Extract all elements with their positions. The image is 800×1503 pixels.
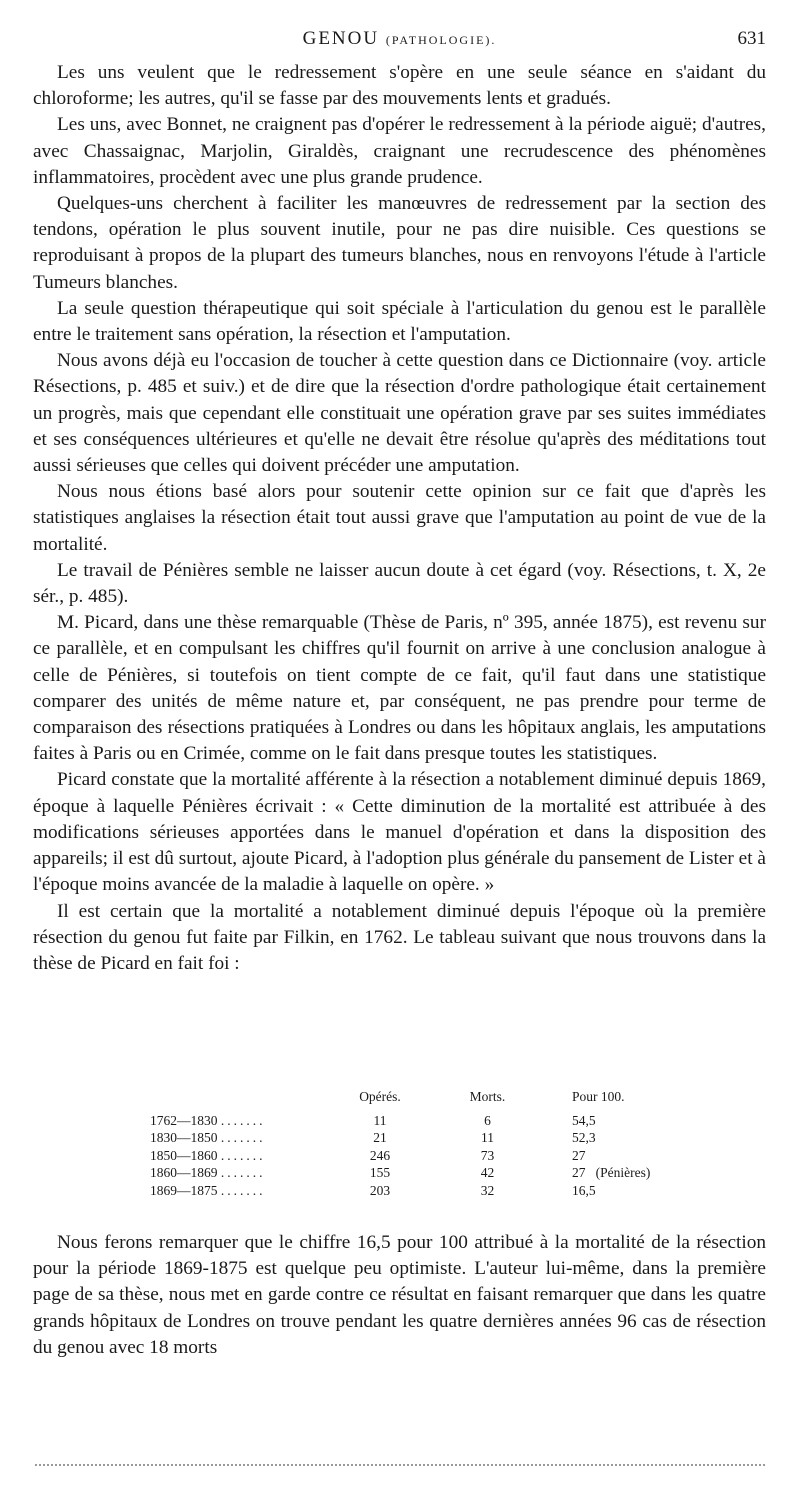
row-period: 1850—1860 xyxy=(150,1147,218,1163)
row-operes: 21 xyxy=(373,1130,387,1146)
table-header-row xyxy=(150,1088,710,1112)
paragraph: Nous ferons remarquer que le chiffre 16,5 pour 100 attribué à la mortalité de la résection pour la période 1869-1875 est quelque peu optimiste. L'auteur lui-même, dans la première page de sa thèse, nous met en garde contre ce résultat en faisant remarquer que dans les quatre grands hôpitaux de Londres on trouve pendant les quatre dernières années 96 cas de résection du genou avec 18 morts xyxy=(33,1232,766,1358)
leader-dots: ....... xyxy=(220,1112,266,1128)
row-morts: 32 xyxy=(480,1182,495,1198)
header-operes: Opérés. xyxy=(359,1089,401,1104)
paragraph: Picard constate que la mortalité afférente à la résection a notablement diminué depuis 1869, époque à laquelle Pénières écrivait : « Cette diminution de la mortalité est attribuée à des modifications sérieuses apportées dans le manuel d'opération et dans la disposition des appareils; il est dû surtout, ajoute Picard, à l'adoption plus générale du pansement de Lister et à l'époque moins avancée de la maladie à laquelle on opère. » xyxy=(33,769,766,896)
paragraph: Quelques-uns cherchent à faciliter les manœuvres de redressement par la section des tendons, opération le plus souvent inutile, pour ne pas dire nuisible. Ces questions se reproduisant à propos de la plupart des tumeurs blanches, nous en renvoyons l'étude à l'article Tumeurs blanches. xyxy=(33,193,766,293)
row-note: (Pénières) xyxy=(595,1165,651,1181)
table-row xyxy=(150,1112,710,1130)
page-cut-divider xyxy=(35,1464,765,1468)
paragraph: M. Picard, dans une thèse remarquable (Thèse de Paris, nº 395, année 1875), est revenu sur ce parallèle, et en compulsant les chiffres qu'il fournit on arrive à une conclusion analogue à celle de Pénières, si toutefois on tient compte de ce fait, qu'il faut dans une statistique comparer des unités de même nature et, par conséquent, ne pas prendre pour terme de comparaison des résections pratiquées à Londres ou dans les hôpitaux anglais, les amputations faites à Paris ou en Crimée, comme on le fait dans presque toutes les statistiques. xyxy=(33,612,766,765)
leader-dots: ....... xyxy=(220,1182,266,1198)
table-row xyxy=(150,1129,710,1147)
leader-dots: ....... xyxy=(220,1130,266,1146)
row-period: 1860—1869 xyxy=(150,1165,218,1181)
row-pour100: 54,5 xyxy=(572,1112,596,1128)
leader-dots: ....... xyxy=(220,1165,266,1181)
row-morts: 73 xyxy=(480,1147,495,1163)
mortality-table xyxy=(150,1088,710,1200)
row-pour100: 52,3 xyxy=(572,1130,596,1146)
row-morts: 42 xyxy=(480,1165,495,1181)
paragraph: Nous nous étions basé alors pour soutenir cette opinion sur ce fait que d'après les statistiques anglaises la résection était tout aussi grave que l'amputation au point de vue de la mortalité. xyxy=(33,481,766,555)
closing-text xyxy=(33,1230,766,1361)
paragraph: Les uns, avec Bonnet, ne craignent pas d'opérer le redressement à la période aiguë; d'autres, avec Chassaignac, Marjolin, Giraldès, craignant une recrudescence des phénomènes inflammatoires, procèdent avec une plus grande prudence. xyxy=(33,114,766,188)
row-morts: 6 xyxy=(484,1112,491,1128)
table-row xyxy=(150,1164,710,1182)
main-text xyxy=(33,60,766,977)
paragraph: Il est certain que la mortalité a notablement diminué depuis l'époque où la première résection du genou fut faite par Filkin, en 1762. Le tableau suivant que nous trouvons dans la thèse de Picard en fait foi : xyxy=(33,900,766,974)
paragraph: Le travail de Pénières semble ne laisser aucun doute à cet égard (voy. Résections, t. X, 2e sér., p. 485). xyxy=(33,559,766,608)
header-morts: Morts. xyxy=(469,1089,506,1104)
paragraph: Les uns veulent que le redressement s'opère en une seule séance en s'aidant du chloroforme; les autres, qu'il se fasse par des mouvements lents et gradués. xyxy=(33,62,766,110)
leader-dots: ....... xyxy=(220,1147,266,1163)
row-operes: 246 xyxy=(369,1147,391,1163)
table-row xyxy=(150,1182,710,1200)
row-morts: 11 xyxy=(481,1130,494,1146)
header-section: (PATHOLOGIE). xyxy=(385,33,497,47)
row-pour100: 27 xyxy=(572,1147,586,1163)
row-pour100: 16,5 xyxy=(572,1182,596,1198)
paragraph: La seule question thérapeutique qui soit spéciale à l'articulation du genou est le parallèle entre le traitement sans opération, la résection et l'amputation. xyxy=(33,297,766,346)
table-row xyxy=(150,1147,710,1165)
header-pour100: Pour 100. xyxy=(572,1089,625,1104)
row-pour100: 27 xyxy=(572,1165,586,1181)
row-operes: 203 xyxy=(369,1182,391,1198)
header-word: GENOU xyxy=(302,28,380,49)
row-period: 1762—1830 xyxy=(150,1112,218,1128)
row-operes: 155 xyxy=(369,1165,391,1181)
row-period: 1830—1850 xyxy=(150,1130,218,1146)
row-period: 1869—1875 xyxy=(150,1182,218,1198)
row-operes: 11 xyxy=(373,1112,387,1128)
paragraph: Nous avons déjà eu l'occasion de toucher à cette question dans ce Dictionnaire (voy. article Résections, p. 485 et suiv.) et de dire que la résection d'ordre pathologique était certainement un progrès, mais que cependant elle constituait une opération grave par ses suites immédiates et ses conséquences ultérieures et qu'elle ne devait être résolue qu'après des méditations tout aussi sérieuses que celles qui doivent précéder une amputation. xyxy=(33,350,766,477)
running-header xyxy=(33,28,766,58)
header-title xyxy=(33,28,766,50)
page-number: 631 xyxy=(737,28,766,49)
